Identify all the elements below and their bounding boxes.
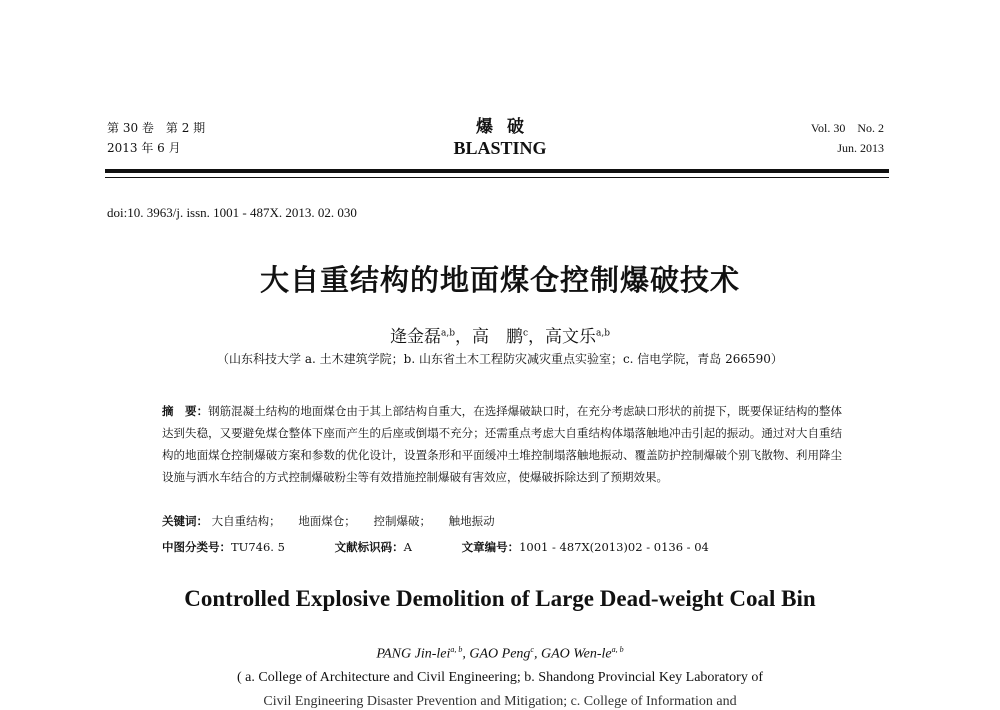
article-number-value: 1001 - 487X(2013)02 - 0136 - 04 [519,540,709,554]
volume-issue-cn: 第 30 卷 第 2 期 [107,121,206,135]
keywords-cn [162,510,509,532]
author-2-cn-affil: c [522,328,529,339]
paper-title-cn: 大自重结构的地面煤仓控制爆破技术 [259,263,740,297]
authors-cn: 逄金磊$^{a,b}$，高 鹏$^c$，高文乐$^{a,b}$ [389,327,611,347]
affiliation-en: ( a. College of Architecture and Civil Engineering; b. Shandong Provincial Key Laboratory of [236,670,764,685]
abstract-text: 钢筋混凝土结构的地面煤仓由于其上部结构自重大，在选择爆破缺口时，在充分考虑缺口形状的前提下，既要保证结构的整体达到失稳，又要避免煤仓整体下座而产生的后座或倒塌不充分；还需重点考虑大自重结构体塌落触地冲击引起的振动。通过对大自重结构的地面煤仓控制爆破方案和参数的优化设计，设置条形和平面缓冲土堆控制塌落触地振动、覆盖防护控制爆破个别飞散物、利用降尘设施与洒水车结合的方式控制爆破粉尘等有效措施控制爆破有害效应，使爆破拆除达到了预期效果。 [162,404,842,484]
journal-name-en: BLASTING [453,138,547,158]
author-2-en: GAO Peng [469,646,531,662]
author-2-en-affil: c [530,645,534,654]
header-right [811,118,884,158]
keyword-3: 控制爆破； [373,514,431,528]
paper-title-en: Controlled Explosive Demolition of Large Dead-weight Coal Bin [184,586,816,611]
header-left [107,118,205,158]
author-3-en-affil: a, b [611,645,624,654]
author-1-en: PANG Jin-lei [376,646,451,662]
affiliation-en-line-2: Civil Engineering Disaster Prevention and Mitigation; c. College of Information and [263,694,737,709]
author-3-cn: 高文乐 [545,327,597,347]
doc-code-label: 文献标识码： [334,540,404,554]
document-code [335,536,412,558]
date-en: Jun. 2013 [837,141,884,155]
article-number [462,536,709,558]
header-rule-thin [105,177,889,178]
classification-line [162,536,842,558]
abstract-cn [162,400,842,488]
author-3-cn-affil: a,b [596,328,611,339]
author-2-cn: 高 鹏 [471,327,523,347]
keyword-1: 大自重结构； [211,514,281,528]
article-number-label: 文章编号： [461,540,520,554]
journal-name-cn: 爆破 [476,117,538,137]
volume-issue-en: Vol. 30 No. 2 [810,121,884,135]
author-1-cn: 逄金磊 [389,327,441,347]
abstract-label: 摘 要： [162,404,209,418]
doc-code-value: A [403,540,412,554]
authors-en: PANG Jin-lei$^{a, b}$, GAO Peng$^c$, GAO Wen-le$^{a, b}$ [376,645,624,662]
author-1-cn-affil: a,b [440,328,455,339]
clc-label: 中图分类号： [162,540,231,554]
doi: doi:10. 3963/j. issn. 1001 - 487X. 2013. 02. 030 [107,205,357,220]
clc-value: TU746. 5 [231,540,285,554]
journal-masthead [400,116,600,158]
author-3-en: GAO Wen-le [540,646,612,662]
date-cn: 2013 年 6 月 [107,141,181,155]
clc-number [162,536,285,558]
keywords-label: 关键词： [162,514,208,528]
affiliation-cn: （山东科技大学 a. 土木建筑学院；b. 山东省土木工程防灾减灾重点实验室；c. 信电学院，青岛 266590） [217,352,783,366]
keyword-4: 触地振动 [448,514,495,528]
author-1-en-affil: a, b [450,645,463,654]
keyword-2: 地面煤仓； [298,514,356,528]
header-rule-thick [105,169,889,173]
